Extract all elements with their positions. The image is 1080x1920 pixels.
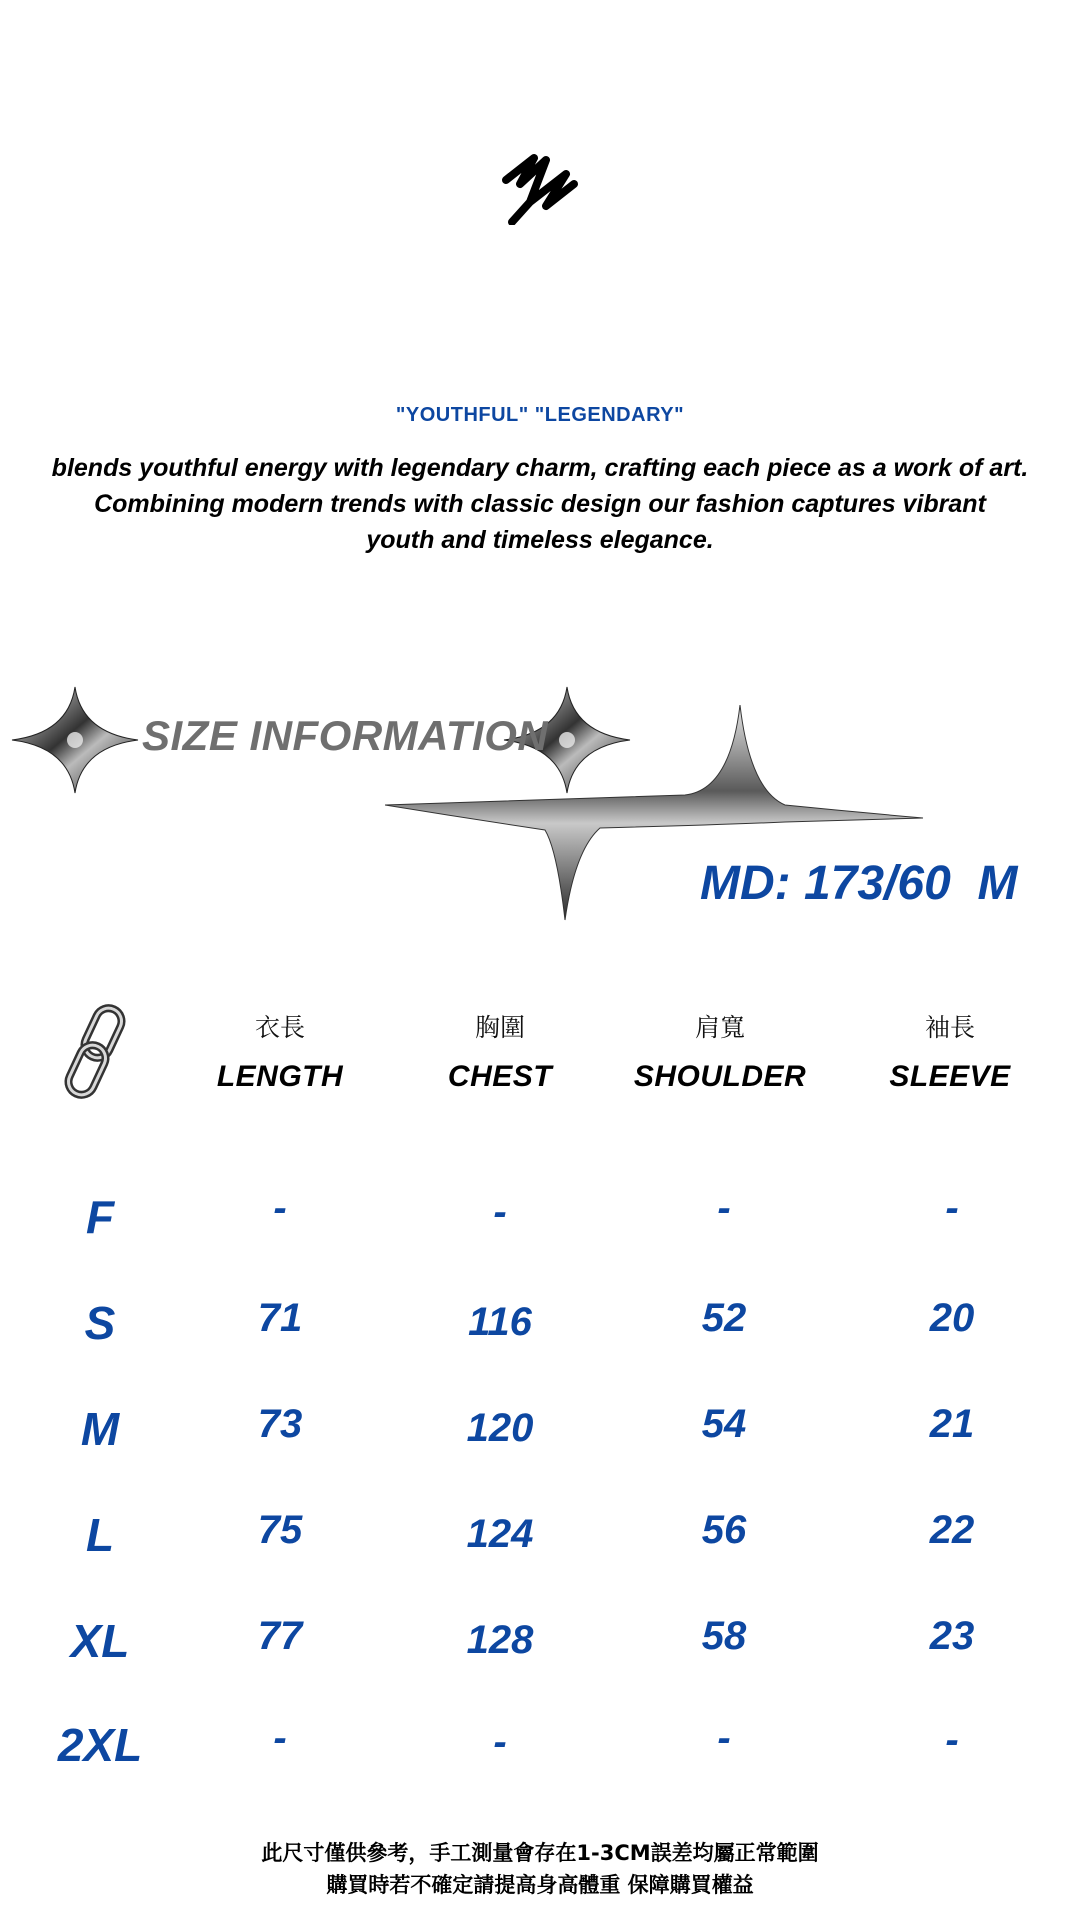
header-length-cn: 衣長 [254, 1013, 305, 1042]
header-length: LENGTH [216, 1060, 344, 1093]
size-label: L [85, 1509, 115, 1561]
table-cell: 116 [468, 1300, 532, 1344]
table-cell: 71 [257, 1296, 303, 1340]
model-measurements: MD: 173/60 [700, 857, 951, 910]
header-sleeve: SLEEVE [889, 1060, 1011, 1093]
size-label: F [85, 1191, 115, 1243]
header-chest: CHEST [447, 1060, 553, 1093]
table-cell: 22 [929, 1508, 975, 1552]
brand-description [20, 450, 1060, 558]
size-label: XL [70, 1615, 130, 1667]
table-cell: 20 [929, 1296, 975, 1340]
table-cell: - [273, 1716, 287, 1760]
size-label: M [80, 1403, 120, 1455]
table-cell: 120 [466, 1406, 534, 1450]
table-cell: 75 [257, 1508, 303, 1552]
table-cell: 77 [257, 1614, 303, 1658]
chrome-star-icon [10, 685, 140, 795]
table-cell: - [945, 1186, 959, 1230]
chain-link-icon [60, 1002, 140, 1102]
model-info [700, 856, 1017, 911]
header-sleeve-cn: 袖長 [924, 1013, 975, 1042]
table-cell: 52 [701, 1296, 747, 1340]
description-line: Combining modern trends with classic design our fashion captures vibrant [94, 490, 986, 518]
table-cell: - [717, 1716, 731, 1760]
description-line: blends youthful energy with legendary charm, crafting each piece as a work of art. [51, 454, 1029, 482]
table-cell: 23 [929, 1614, 975, 1658]
disclaimer-line: 購買時若不確定請提高身高體重 保障購買權益 [326, 1873, 754, 1897]
table-cell: 21 [929, 1402, 975, 1446]
section-title: SIZE INFORMATION [142, 712, 549, 759]
table-cell: - [273, 1186, 287, 1230]
table-cell: - [493, 1190, 507, 1234]
size-label: S [84, 1297, 116, 1349]
size-label: 2XL [57, 1719, 143, 1771]
size-disclaimer [0, 1837, 1080, 1901]
table-cell: 124 [466, 1512, 534, 1556]
description-line: youth and timeless elegance. [366, 526, 714, 554]
table-cell: - [717, 1186, 731, 1230]
header-shoulder-cn: 肩寬 [694, 1013, 745, 1042]
table-cell: 54 [701, 1402, 747, 1446]
header-chest-cn: 胸圍 [474, 1013, 525, 1042]
disclaimer-line: 此尺寸僅供參考，手工測量會存在1-3CM誤差均屬正常範圍 [261, 1841, 819, 1865]
table-cell: - [493, 1720, 507, 1764]
table-cell: 73 [257, 1402, 303, 1446]
table-cell: - [945, 1718, 959, 1762]
header-shoulder: SHOULDER [633, 1060, 807, 1093]
table-cell: 56 [701, 1508, 747, 1552]
table-cell: 58 [701, 1614, 747, 1658]
model-size: M [977, 857, 1018, 910]
tagline: "YOUTHFUL" "LEGENDARY" [395, 404, 685, 426]
yl-script-logo-icon [500, 150, 580, 225]
table-cell: 128 [466, 1618, 534, 1662]
